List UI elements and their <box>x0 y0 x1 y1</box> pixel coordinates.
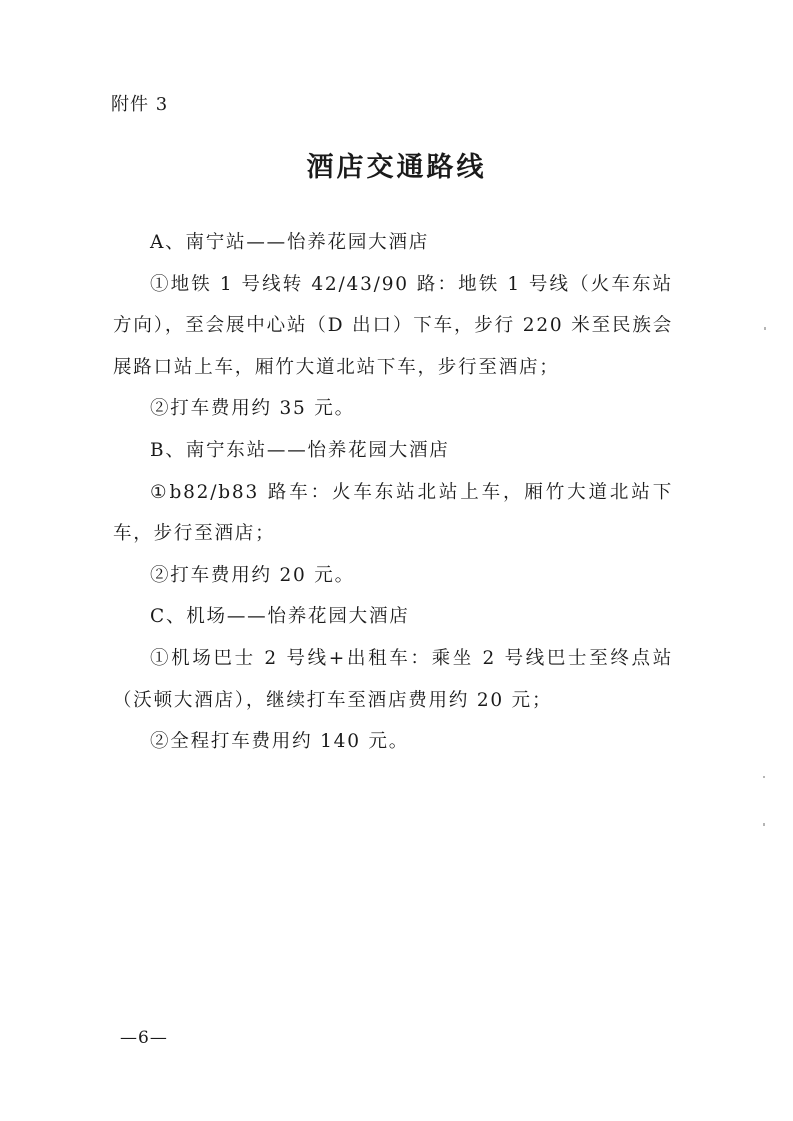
section-c-route-2: ②全程打车费用约 140 元。 <box>150 731 410 753</box>
scan-mark <box>763 776 765 778</box>
document-body <box>113 222 673 763</box>
section-c-route-1: ①机场巴士 2 号线+出租车：乘坐 2 号线巴士至终点站（沃顿大酒店），继续打车至酒店费用约 20 元； <box>113 647 673 711</box>
section-b-heading: B、南宁东站——怡养花园大酒店 <box>150 439 450 461</box>
section-c-heading: C、机场——怡养花园大酒店 <box>150 606 410 628</box>
page-number: —6— <box>120 1028 168 1048</box>
section-a-route-2: ②打车费用约 35 元。 <box>150 398 355 420</box>
section-b-route-2: ②打车费用约 20 元。 <box>150 564 355 586</box>
scan-mark <box>764 327 766 330</box>
scan-mark <box>763 823 765 826</box>
section-a-route-1: ①地铁 1 号线转 42/43/90 路：地铁 1 号线（火车东站方向），至会展中心站（D 出口）下车，步行 220 米至民族会展路口站上车，厢竹大道北站下车，步行至酒店； <box>113 273 673 378</box>
attachment-label: 附件 3 <box>111 94 169 115</box>
section-a-heading: A、南宁站——怡养花园大酒店 <box>150 232 430 253</box>
section-b-route-1: ①b82/b83 路车：火车东站北站上车，厢竹大道北站下车，步行至酒店； <box>113 481 673 545</box>
page-title: 酒店交通路线 <box>306 152 487 183</box>
